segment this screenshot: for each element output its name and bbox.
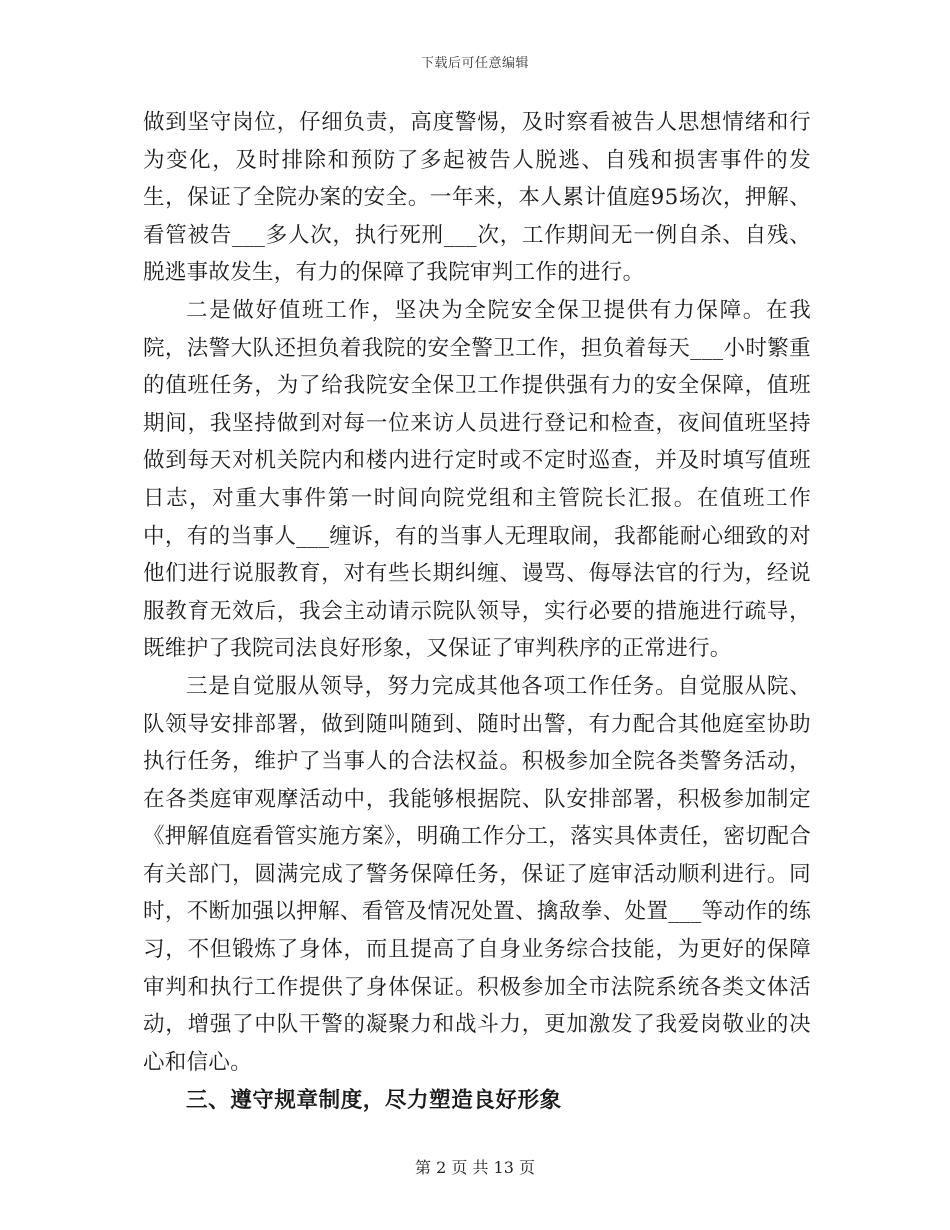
page-number: 第 2 页 共 13 页 [415,1158,535,1177]
document-body [143,104,811,1120]
paragraph-duty-work: 二是做好值班工作，坚决为全院安全保卫提供有力保障。在我院，法警大队还担负着我院的安全警卫工作，担负着每天___小时繁重的值班任务，为了给我院安全保卫工作提供强有力的安全保障，值班期间，我坚持做到对每一位来访人员进行登记和检查，夜间值班坚持做到每天对机关院内和楼内进行定时或不定时巡查，并及时填写值班日志，对重大事件第一时间向院党组和主管院长汇报。在值班工作中，有的当事人___缠诉，有的当事人无理取闹，我都能耐心细致的对他们进行说服教育，对有些长期纠缠、谩骂、侮辱法官的行为，经说服教育无效后，我会主动请示院队领导，实行必要的措施进行疏导，既维护了我院司法良好形象，又保证了审判秩序的正常进行。 [143,297,811,662]
paragraph-continuation: 做到坚守岗位，仔细负责，高度警惕，及时察看被告人思想情绪和行为变化，及时排除和预防了多起被告人脱逃、自残和损害事件的发生，保证了全院办案的安全。一年来，本人累计值庭95场次，押解、看管被告___多人次，执行死刑___次，工作期间无一例自杀、自残、脱逃事故发生，有力的保障了我院审判工作的进行。 [143,110,811,286]
section-heading: 三、遵守规章制度，尽力塑造良好形象 [186,1088,562,1114]
page-header: 下载后可任意编辑 [420,56,529,71]
paragraph-obey-leadership: 三是自觉服从领导，努力完成其他各项工作任务。自觉服从院、队领导安排部署，做到随叫随到、随时出警，有力配合其他庭室协助执行任务，维护了当事人的合法权益。积极参加全院各类警务活动，在各类庭审观摩活动中，我能够根据院、队安排部署，积极参加制定《押解值庭看管实施方案》，明确工作分工，落实具体责任，密切配合有关部门，圆满完成了警务保障任务，保证了庭审活动顺利进行。同时，不断加强以押解、看管及情况处置、擒敌拳、处置___等动作的练习，不但锻炼了身体，而且提高了自身业务综合技能，为更好的保障审判和执行工作提供了身体保证。积极参加全市法院系统各类文体活动，增强了中队干警的凝聚力和战斗力，更加激发了我爱岗敬业的决心和信心。 [143,673,811,1075]
